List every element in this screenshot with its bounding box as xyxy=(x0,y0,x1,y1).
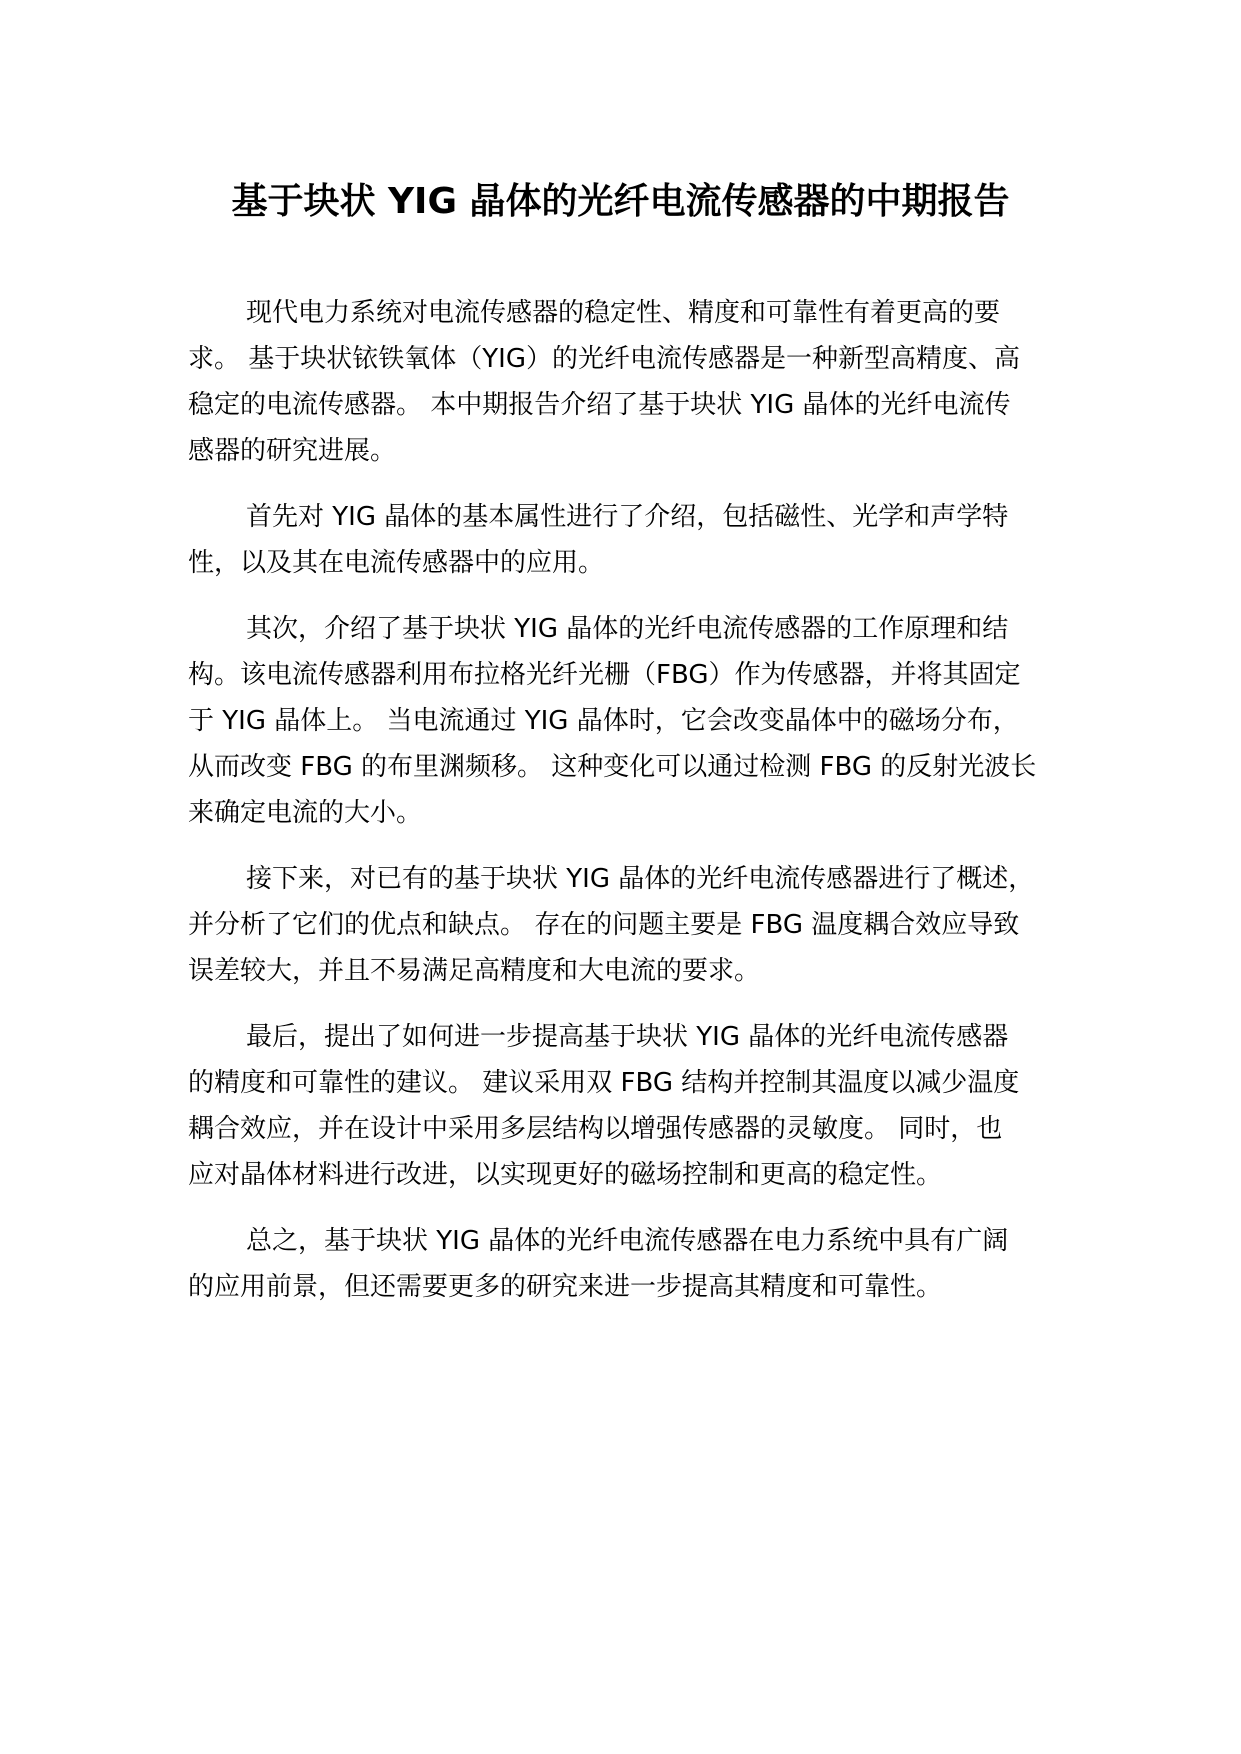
text-line: 来确定电流的大小。 xyxy=(188,798,423,828)
paragraph-3 xyxy=(188,606,1088,836)
text-line: 现代电力系统对电流传感器的稳定性、精度和可靠性有着更高的要 xyxy=(246,298,1001,328)
text-line: 并分析了它们的优点和缺点。 存在的问题主要是 FBG 温度耦合效应导致 xyxy=(188,910,1020,940)
paragraph-2 xyxy=(188,494,1088,586)
text-line: 于 YIG 晶体上。 当电流通过 YIG 晶体时，它会改变晶体中的磁场分布， xyxy=(188,706,1019,736)
text-line: 最后，提出了如何进一步提高基于块状 YIG 晶体的光纤电流传感器 xyxy=(246,1022,1009,1052)
text-line: 稳定的电流传感器。 本中期报告介绍了基于块状 YIG 晶体的光纤电流传 xyxy=(188,390,1011,420)
text-line: 构。该电流传感器利用布拉格光纤光栅（FBG）作为传感器，并将其固定 xyxy=(188,660,1021,690)
text-line: 误差较大，并且不易满足高精度和大电流的要求。 xyxy=(188,956,761,986)
text-line: 感器的研究进展。 xyxy=(188,436,397,466)
page-title: 基于块状 YIG 晶体的光纤电流传感器的中期报告 xyxy=(231,181,1010,222)
text-line: 性，以及其在电流传感器中的应用。 xyxy=(188,548,605,578)
text-line: 应对晶体材料进行改进，以实现更好的磁场控制和更高的稳定性。 xyxy=(188,1160,943,1190)
text-line: 从而改变 FBG 的布里渊频移。 这种变化可以通过检测 FBG 的反射光波长 xyxy=(188,752,1037,782)
paragraph-4 xyxy=(188,856,1088,994)
text-line: 的精度和可靠性的建议。 建议采用双 FBG 结构并控制其温度以减少温度 xyxy=(188,1068,1020,1098)
text-line: 首先对 YIG 晶体的基本属性进行了介绍，包括磁性、光学和声学特 xyxy=(246,502,1009,532)
document-body xyxy=(188,290,1088,1330)
paragraph-6 xyxy=(188,1218,1088,1310)
text-line: 接下来，对已有的基于块状 YIG 晶体的光纤电流传感器进行了概述， xyxy=(246,864,1035,894)
text-line: 求。 基于块状铱铁氧体（YIG）的光纤电流传感器是一种新型高精度、高 xyxy=(188,344,1020,374)
text-line: 总之，基于块状 YIG 晶体的光纤电流传感器在电力系统中具有广阔 xyxy=(246,1226,1009,1256)
text-line: 其次，介绍了基于块状 YIG 晶体的光纤电流传感器的工作原理和结 xyxy=(246,614,1009,644)
paragraph-1 xyxy=(188,290,1088,474)
text-line: 的应用前景，但还需要更多的研究来进一步提高其精度和可靠性。 xyxy=(188,1272,943,1302)
paragraph-5 xyxy=(188,1014,1088,1198)
text-line: 耦合效应，并在设计中采用多层结构以增强传感器的灵敏度。 同时，也 xyxy=(188,1114,1003,1144)
